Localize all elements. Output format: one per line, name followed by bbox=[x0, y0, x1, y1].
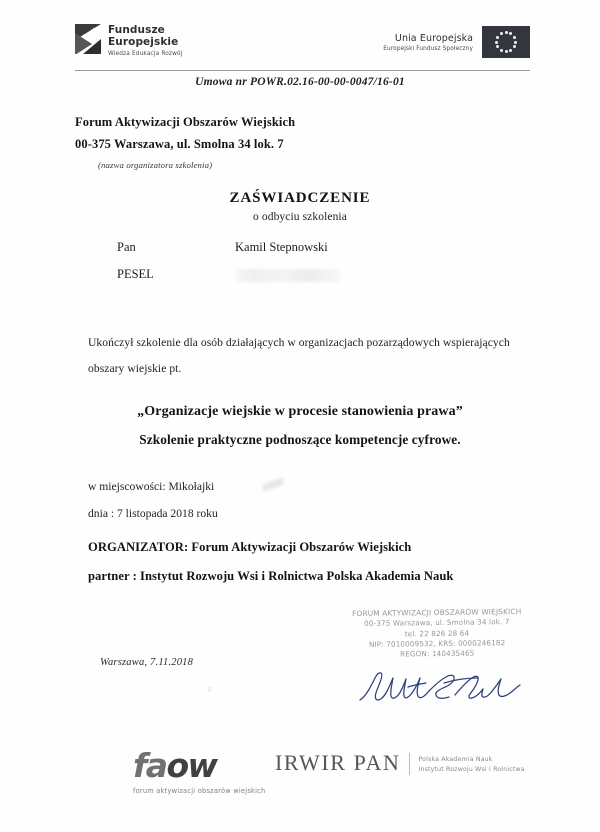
irwir-sub2: Instytut Rozwoju Wsi i Rolnictwa bbox=[418, 765, 525, 773]
header-divider bbox=[75, 70, 530, 71]
pesel-redacted-value bbox=[235, 269, 340, 282]
handwritten-signature bbox=[356, 666, 526, 712]
eu-star-icon bbox=[505, 31, 508, 34]
eu-star-icon bbox=[509, 32, 512, 35]
eu-star-icon bbox=[496, 45, 499, 48]
place-date-block bbox=[88, 473, 508, 527]
recipient-name-row bbox=[117, 240, 517, 267]
eu-star-icon bbox=[513, 36, 516, 39]
fundusze-line1: Fundusze bbox=[108, 24, 165, 36]
stamp-line-3: tel. 22 826 28 64 bbox=[404, 628, 470, 638]
faow-mark-part2: o bbox=[166, 746, 188, 785]
page-title: ZAŚWIADCZENIE bbox=[229, 190, 371, 206]
page-subtitle: o odbyciu szkolenia bbox=[253, 211, 347, 223]
eu-star-icon bbox=[513, 45, 516, 48]
faow-mark-part1: fa bbox=[133, 746, 167, 785]
eu-star-icon bbox=[496, 36, 499, 39]
irwir-divider bbox=[409, 753, 410, 775]
faow-mark-part3: w bbox=[187, 746, 217, 785]
star-icon: ★ bbox=[90, 26, 98, 35]
parties-block bbox=[88, 533, 528, 591]
eu-star-icon bbox=[509, 49, 512, 52]
recipient-name: Kamil Stepnowski bbox=[235, 240, 328, 254]
organizer-block bbox=[75, 111, 530, 170]
course-block bbox=[0, 398, 600, 454]
body-paragraph: Ukończył szkolenie dla osób działających w organizacjach pozarządowych wspierających obszary wiejskie pt. bbox=[88, 336, 510, 375]
organizer-name: Forum Aktywizacji Obszarów Wiejskich bbox=[75, 115, 296, 129]
scan-artifact: z bbox=[208, 684, 212, 693]
eu-star-icon bbox=[500, 32, 503, 35]
recipient-pesel-row bbox=[117, 267, 517, 294]
eu-star-icon bbox=[500, 49, 503, 52]
faow-tagline: forum aktywizacji obszarów wiejskich bbox=[133, 787, 266, 795]
footer-logo-band bbox=[75, 745, 530, 807]
fundusze-line2: Europejskie bbox=[108, 35, 179, 48]
organizer-address: 00-375 Warszawa, ul. Smolna 34 lok. 7 bbox=[75, 137, 284, 151]
eu-star-icon bbox=[505, 50, 508, 53]
company-stamp bbox=[342, 607, 533, 661]
stamp-line-5: REGON: 140435465 bbox=[399, 648, 475, 659]
unia-line2: Europejski Fundusz Społeczny bbox=[383, 45, 473, 52]
contract-number: Umowa nr POWR.02.16-00-00-0047/16-01 bbox=[195, 76, 405, 88]
irwir-name: IRWIR PAN bbox=[275, 750, 401, 775]
stamp-line-2: 00-375 Warszawa, ul. Smolna 34 lok. 7 bbox=[364, 617, 510, 629]
stamp-line-1: FORUM AKTYWIZACJI OBSZARÓW WIEJSKICH bbox=[351, 606, 522, 619]
date-line: dnia : 7 listopada 2018 roku bbox=[88, 507, 218, 520]
eu-star-icon bbox=[514, 41, 517, 44]
course-title: „Organizacje wiejskie w procesie stanowienia prawa” bbox=[137, 404, 463, 419]
recipient-block bbox=[117, 240, 517, 294]
pesel-label: PESEL bbox=[117, 267, 154, 281]
unia-europejska-logo bbox=[383, 26, 530, 58]
signature-place-date: Warszawa, 7.11.2018 bbox=[100, 657, 194, 668]
stamp-line-4: NIP: 7010009532, KRS: 0000246182 bbox=[368, 638, 506, 649]
header-logo-band bbox=[75, 22, 530, 66]
unia-line1: Unia Europejska bbox=[394, 32, 473, 44]
organizer-caption: (nazwa organizatora szkolenia) bbox=[98, 160, 213, 170]
course-subtitle: Szkolenie praktyczne podnoszące kompetencje cyfrowe. bbox=[139, 432, 461, 447]
irwir-pan-logo bbox=[275, 751, 525, 775]
eu-star-icon bbox=[495, 41, 498, 44]
partner-line: partner : Instytut Rozwoju Wsi i Rolnictwa Polska Akademia Nauk bbox=[88, 569, 454, 583]
irwir-sub1: Polska Akademia Nauk bbox=[418, 756, 493, 763]
organizer-line: ORGANIZATOR: Forum Aktywizacji Obszarów Wiejskich bbox=[88, 540, 412, 554]
salutation-label: Pan bbox=[117, 240, 136, 254]
fundusze-line3: Wiedza Edukacja Rozwój bbox=[108, 51, 183, 57]
fundusze-europejskie-logo bbox=[75, 24, 182, 59]
eu-flag-icon bbox=[482, 26, 530, 58]
place-line: w miejscowości: Mikołajki bbox=[88, 480, 215, 493]
fundusze-europejskie-icon bbox=[75, 24, 101, 54]
